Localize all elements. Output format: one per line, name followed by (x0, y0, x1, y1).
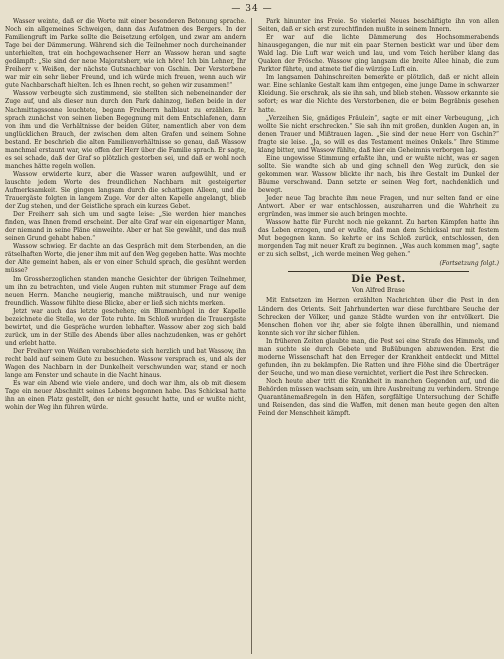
section-divider (288, 271, 469, 272)
paragraph: Wasser weinte, daß er die Worte mit einer besonderen Betonung sprache. Noch ein allgemeines Schweigen, dann das Aufatmen des Bergers. In der Familiengruft im Parke sollte die Beisetzung erfolgen, und zwar am andern Tage bei der Dämmerung. Während sich die Teilnehmer noch durcheinander unterhielten, trat ein hochgewachsener Herr an Wassow heran und sagte gedämpft: „Sie sind der neue Majoratsherr, wie ich höre! Ich bin Lehner, Ihr Freiherr v. Weißen, der nächste Gutsnachbar von Gschin. Der Verstorbene war mir ein sehr lieber Freund, und ich würde mich freuen, wenn auch wir gute Nachbarschaft hielten. Ich es Ihnen recht, so gehen wir zusammen!“ (5, 18, 246, 90)
paragraph: Eine ungewisse Stimmung erfaßte ihn, und er wußte nicht, was er sagen sollte. Sie wandte sich ab und ging schnell den Weg zurück, den sie gekommen war. Wassow blickte ihr nach, bis ihre Gestalt im Dunkel der Bäume verschwand. Dann setzte er seinen Weg fort, nachdenklich und bewegt. (258, 154, 499, 194)
paragraph: Jetzt war auch das letzte geschehen; ein Blumenhügel in der Kapelle bezeichnete die Stelle, wo der Tote ruhte. Im Schloß wurden die Trauergäste bewirtet, und die Gespräche wurden lebhafter. Wassow aber zog sich bald zurück, um in der Stille des Abends über alles nachzudenken, was er gehört und erlebt hatte. (5, 307, 246, 347)
paragraph: Er war auf die lichte Dämmerung des Hochsommerabends hinausgegangen, die nur mit ein paar Sternen bestickt war und über dem Wald lag. Die Luft war weich und lau, und vom Teich herüber klang das Quaken der Frösche. Wassow ging langsam die breite Allee hinab, die zum Parktor führte, und atmete tief die würzige Luft ein. (258, 34, 499, 74)
paragraph: Der Freiherr sah sich um und sagte leise: „Sie werden hier manches finden, was Ihnen fremd erscheint. Der alte Graf war ein eigenartiger Mann, der niemand in seine Pläne einweihte. Aber er hat Sie gewählt, und das muß seinen Grund gehabt haben.“ (5, 211, 246, 243)
paragraph: Wassow verbeugte sich zustimmend, sie stellten sich nebeneinander der Zuge auf, und als dieser nun durch den Park dahinzog, ließen beide in der Nachmittagssonne leuchtete, begann Freiherrn halblaut zu erzählen. Er sprach zunächst von seinen lieben Begegnung mit dem Entschlafenen, dann von ihm und die Verhältnisse der beiden Güter, namentlich aber von dem unglücklichen Brauch, der zwischen dem alten Grafen und seinem Sohne bestand. Er beschrieb die alten Familienverhältnisse so genau, daß Wassow manchmal erstaunt war, wie offen der Herr über die Familie sprach. Er sagte, es sei schade, daß der Graf so plötzlich gestorben sei, und daß er wohl noch manches hätte regeln wollen. (5, 90, 246, 170)
paragraph: Wassow schwieg. Er dachte an das Gespräch mit dem Sterbenden, an die rätselhaften Worte, die jener ihm mit auf den Weg gegeben hatte. Was mochte der Alte gemeint haben, als er von einer Schuld sprach, die gesühnt werden müsse? (5, 243, 246, 275)
paragraph: Wassow hatte für Furcht noch nie gekannt. Zu harten Kämpfen hatte ihn das Leben erzogen, und er wußte, daß man dem Schicksal nur mit festem Mut begegnen kann. So kehrte er ins Schloß zurück, entschlossen, den morgenden Tag mit neuer Kraft zu beginnen. „Was auch kommen mag“, sagte er zu sich selbst, „ich werde meinen Weg gehen.“ (258, 219, 499, 259)
paragraph: Wassow erwiderte kurz, aber die Wasser waren aufgewühlt, und er lauschte jedem Worte des freundlichen Nachbarn mit gesteigerter Aufmerksamkeit. Sie gingen langsam durch die schattigen Alleen, und die Trauergäste folgten in langem Zuge. Vor der alten Kapelle angelangt, blieb der Zug stehen, und der Geistliche sprach ein kurzes Gebet. (5, 170, 246, 211)
article-paragraph: Noch heute aber tritt die Krankheit in manchen Gegenden auf, und die Behörden müssen wachsam sein, um ihre Ausbreitung zu verhindern. Strenge Quarantänemaßregeln in den Häfen, sorgfältige Untersuchung der Schiffe und Reisenden, das sind die Waffen, mit denen man heute gegen den alten Feind der Menschheit kämpft. (258, 377, 499, 418)
paragraph: „Verzeihen Sie, gnädiges Fräulein“, sagte er mit einer Verbeugung, „ich wollte Sie nicht erschrecken.“ Sie sah ihn mit großen, dunklen Augen an, in denen Trauer und Mißtrauen lagen. „Sie sind der neue Herr von Gschin?“ fragte sie leise. „Ja, so will es das Testament meines Onkels.“ Ihre Stimme klang bitter, und Wassow fühlte, daß hier ein Geheimnis verborgen lag. (258, 114, 499, 154)
paragraph: Jeder neue Tag brachte ihm neue Fragen, und nur selten fand er eine Antwort. Aber er war entschlossen, auszuharren und die Wahrheit zu ergründen, was immer sie auch bringen mochte. (258, 195, 499, 219)
page-number-header: — 34 — (231, 4, 273, 14)
article-paragraph: Mit Entsetzen im Herzen erzählten Nachrichten über die Pest in den Ländern des Orients. Seit Jahrhunderten war diese furchtbare Seuche der Schrecken der Völker, und ganze Städte wurden von ihr entvölkert. Die Menschen flohen vor ihr, aber sie folgte ihnen überallhin, und niemand konnte sich vor ihr sicher fühlen. (258, 297, 499, 337)
paragraph: Im Grossherzoglichen standen manche Gesichter der übrigen Teilnehmer, um ihn zu betrachten, und viele Augen ruhten mit stummer Frage auf dem neuen Herrn. Manche neugierig, manche mißtrauisch, und nur wenige freundlich. Wassow fühlte diese Blicke, aber er ließ sich nichts merken. (5, 275, 246, 307)
left-column (5, 18, 246, 656)
continuation-note: (Fortsetzung folgt.) (439, 260, 499, 268)
article-paragraph: In früheren Zeiten glaubte man, die Pest sei eine Strafe des Himmels, und man suchte sie durch Gebete und Bußübungen abzuwenden. Erst die moderne Wissenschaft hat den Erreger der Krankheit entdeckt und Mittel gefunden, ihn zu bekämpfen. Die Ratten und ihre Flöhe sind die Überträger der Seuche, und wo man diese vernichtet, verliert die Pest ihre Schrecken. (258, 337, 499, 377)
paragraph: Park hinunter ins Freie. So vielerlei Neues beschäftigte ihn von allen Seiten, daß er sich erst zurechtfinden mußte in seinem Innern. (258, 18, 499, 34)
right-column (258, 18, 499, 656)
paragraph: Es war ein Abend wie viele andere, und doch war ihm, als ob mit diesem Tage ein neuer Abschnitt seines Lebens begonnen habe. Das Schicksal hatte ihn an einen Platz gestellt, den er nicht gesucht hatte, und er wußte nicht, wohin der Weg ihn führen würde. (5, 380, 246, 412)
article-byline: Von Alfred Brase (352, 287, 405, 295)
paragraph: Im langsamen Dahinschreiten bemerkte er plötzlich, daß er nicht allein war. Eine schlanke Gestalt kam ihm entgegen, eine junge Dame in schwarzer Kleidung. Sie erschrak, als sie ihn sah, und blieb stehen. Wassow erkannte sie sofort; es war die Nichte des Verstorbenen, die er beim Begräbnis gesehen hatte. (258, 74, 499, 114)
paragraph: Der Freiherr von Weißen verabschiedete sich herzlich und bat Wassow, ihn recht bald auf seinem Gute zu besuchen. Wassow versprach es, und als der Wagen des Nachbarn in der Dunkelheit verschwunden war, stand er noch lange am Fenster und schaute in die Nacht hinaus. (5, 347, 246, 380)
column-divider (251, 18, 252, 654)
article-title: Die Pest. (351, 274, 406, 286)
